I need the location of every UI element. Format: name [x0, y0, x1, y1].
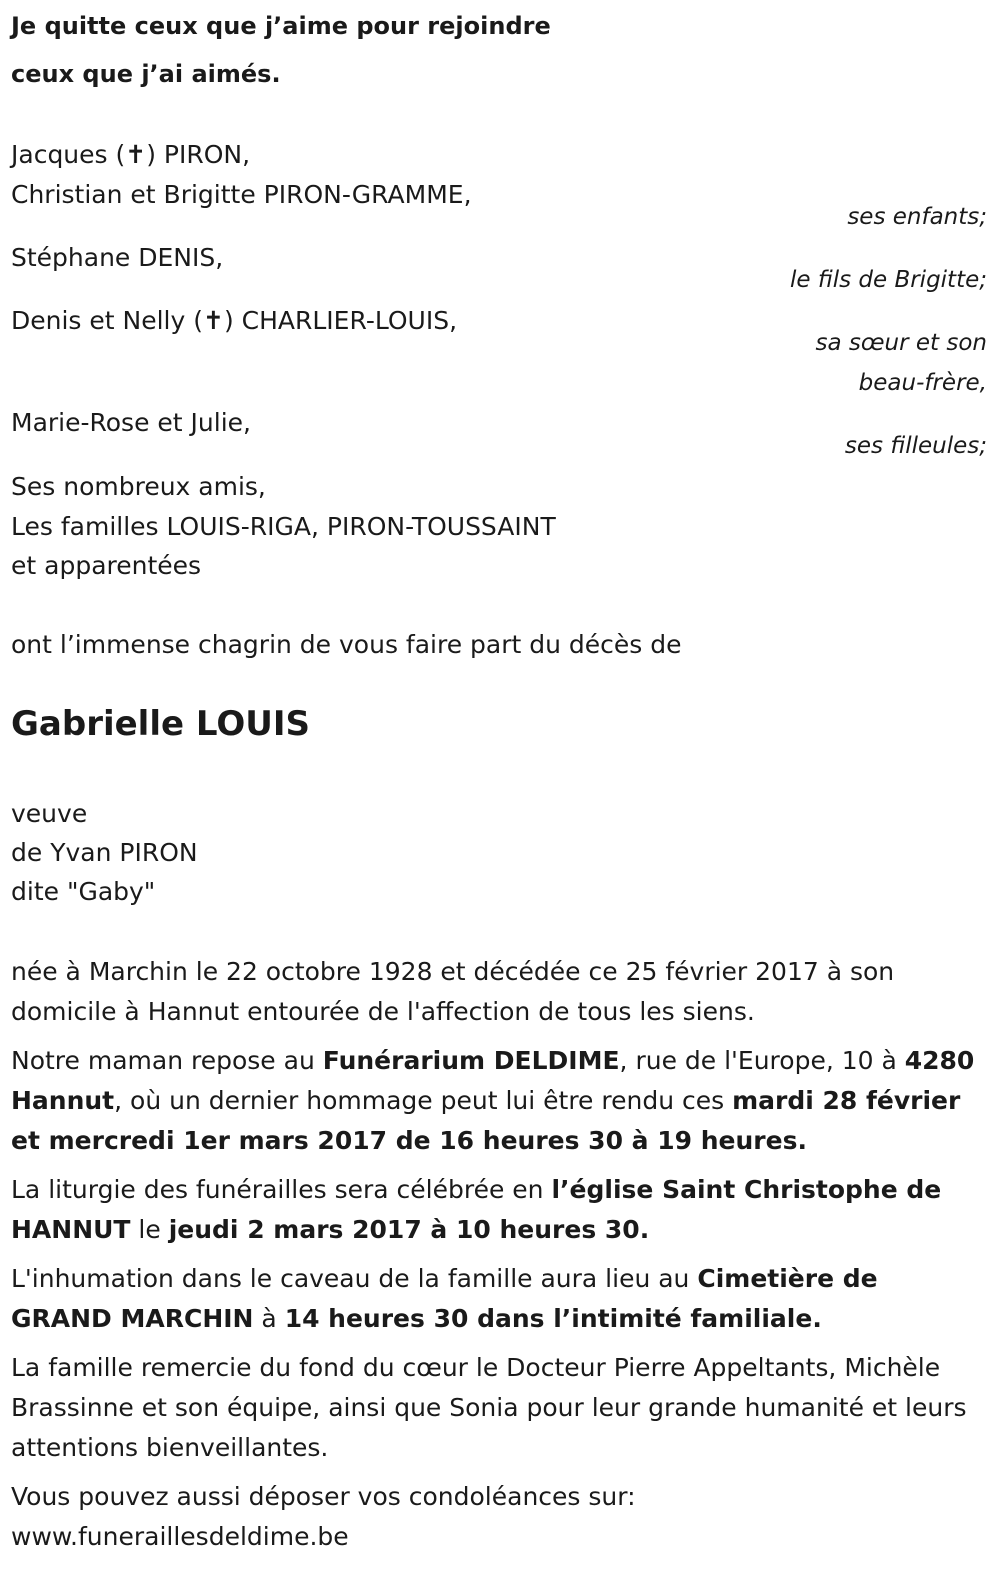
thanks-paragraph: La famille remercie du fond du cœur le Docteur Pierre Appeltants, Michèle Brassinne et son équipe, ainsi que Sonia pour leur grande humanité et leurs attentions bienveillantes. — [11, 1353, 967, 1462]
visitation-text-2: , rue de l'Europe, 10 à — [619, 1046, 905, 1075]
sister-role-line-1: sa sœur et son — [815, 330, 987, 356]
liturgy-text-1: La liturgie des funérailles sera célébrée en — [11, 1175, 552, 1204]
burial-text-1: L'inhumation dans le caveau de la famille aura lieu au — [11, 1264, 698, 1293]
quote-line-1: Je quitte ceux que j’aime pour rejoindre — [11, 12, 551, 40]
liturgy-paragraph — [11, 1170, 986, 1250]
burial-text-2: à — [253, 1304, 285, 1333]
sister-role-line-2: beau-frère, — [858, 370, 987, 396]
goddaughters-name: Marie-Rose et Julie, — [11, 408, 251, 437]
burial-paragraph — [11, 1259, 986, 1339]
visitation-paragraph — [11, 1041, 986, 1161]
condolences-link[interactable]: www.funeraillesdeldime.be — [11, 1522, 349, 1551]
liturgy-date: jeudi 2 mars 2017 à 10 heures 30. — [168, 1215, 650, 1244]
church-name: l’église Saint Christophe de HANNUT — [11, 1175, 942, 1244]
grandson-role: le fils de Brigitte; — [789, 267, 987, 293]
visitation-text-3: , où un dernier hommage peut lui être rendu ces — [114, 1086, 733, 1115]
others-line-1: Ses nombreux amis, — [11, 472, 266, 501]
sister-name: Denis et Nelly (✝) CHARLIER-LOUIS, — [11, 306, 458, 335]
others-line-3: et apparentées — [11, 551, 202, 580]
grandson-name: Stéphane DENIS, — [11, 243, 224, 272]
deceased-line-3: dite "Gaby" — [11, 877, 156, 906]
funerarium-name: Funérarium DELDIME — [322, 1046, 620, 1075]
visitation-text-1: Notre maman repose au — [11, 1046, 323, 1075]
birth-death-paragraph: née à Marchin le 22 octobre 1928 et décédée ce 25 février 2017 à son domicile à Hannut entourée de l'affection de tous les siens. — [11, 957, 895, 1026]
children-role: ses enfants; — [847, 204, 987, 230]
others-line-2: Les familles LOUIS-RIGA, PIRON-TOUSSAINT — [11, 512, 556, 541]
children-line-1: Jacques (✝) PIRON, — [11, 140, 251, 169]
cemetery-name: Cimetière de GRAND MARCHIN — [11, 1264, 878, 1333]
liturgy-text-2: le — [130, 1215, 169, 1244]
quote-line-2: ceux que j’ai aimés. — [11, 60, 281, 88]
burial-time: 14 heures 30 dans l’intimité familiale. — [284, 1304, 822, 1333]
deceased-line-2: de Yvan PIRON — [11, 838, 198, 867]
funerarium-city: 4280 Hannut — [11, 1046, 975, 1115]
children-line-2: Christian et Brigitte PIRON-GRAMME, — [11, 180, 472, 209]
deceased-line-1: veuve — [11, 799, 88, 828]
condolences-text: Vous pouvez aussi déposer vos condoléances sur: — [11, 1482, 636, 1511]
condolences-paragraph — [11, 1477, 986, 1557]
goddaughters-role: ses filleules; — [844, 433, 987, 459]
deceased-name: Gabrielle LOUIS — [11, 704, 310, 744]
announcement: ont l’immense chagrin de vous faire part du décès de — [11, 630, 682, 659]
visitation-dates: mardi 28 février et mercredi 1er mars 2017 de 16 heures 30 à 19 heures. — [11, 1086, 961, 1155]
